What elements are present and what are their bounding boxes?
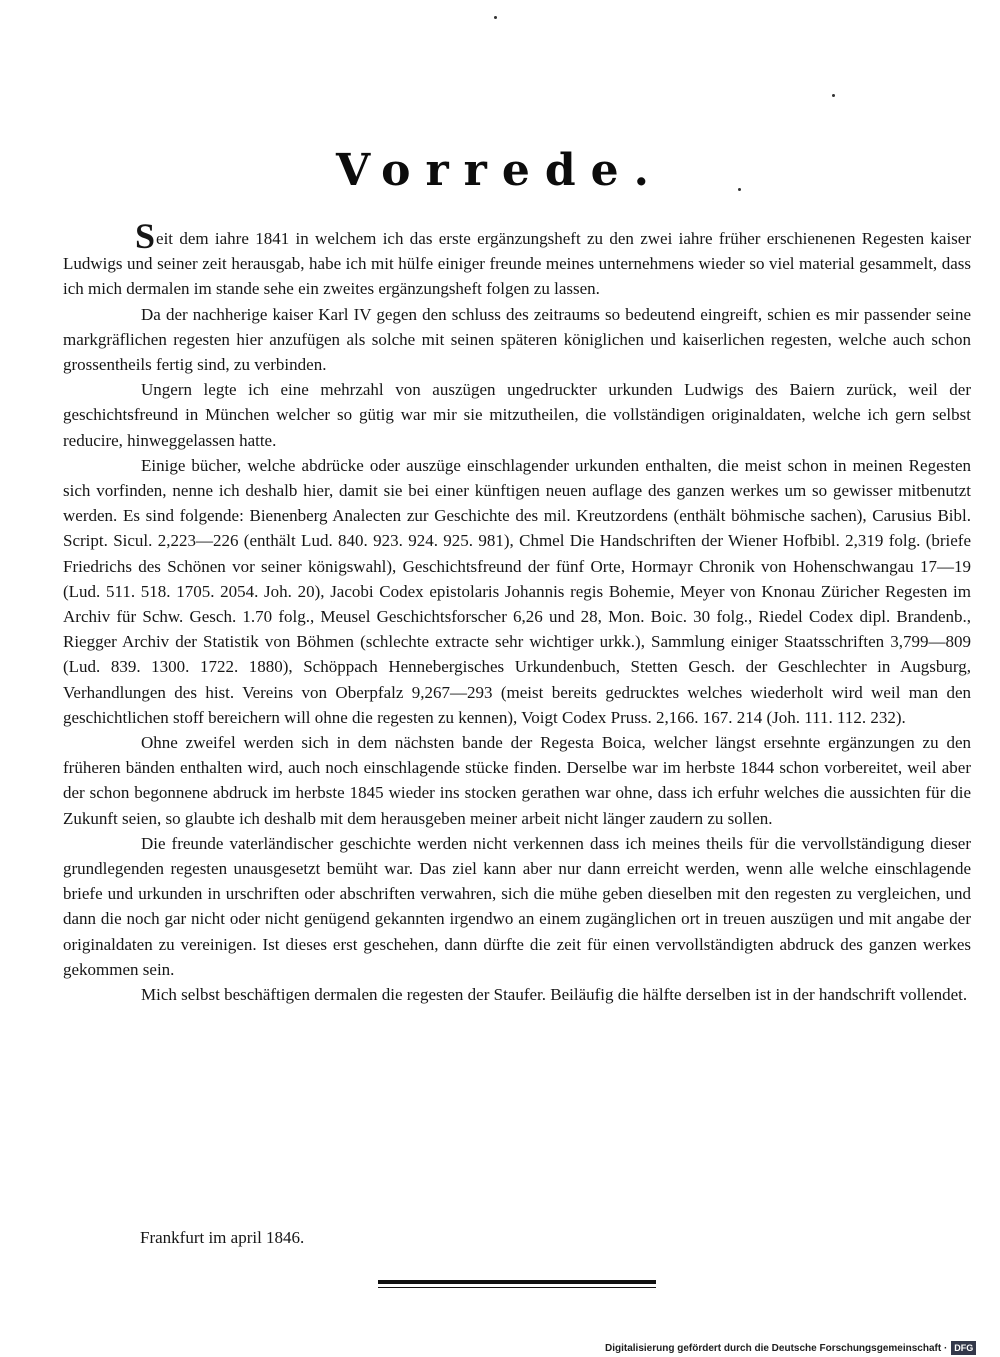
paragraph: Ohne zweifel werden sich in dem nächsten bande der Regesta Boica, welcher längst ersehnte ergänzungen zu den früheren bänden enthalten wird, auch noch einschlagende stücke finden. Derselbe war im herbste 1844 schon vorbereitet, weil aber der schon begonnene abdruck im herbste 1845 wieder ins stocken gerathen war ohne, dass ich erfuhr welches die aussichten für die Zukunft seien, so glaubte ich deshalb mit dem herausgeben meiner arbeit nicht länger zaudern zu sollen. bbox=[63, 733, 971, 828]
paragraph: Ungern legte ich eine mehrzahl von auszügen ungedruckter urkunden Ludwigs des Baiern zurück, weil der geschichtsfreund in München welcher so gütig war mir sie mitzutheilen, die vollständigen originaldaten, welche ich gern selbst reducire, hinweggelassen hatte. bbox=[63, 380, 971, 450]
page-title: Vorrede. bbox=[336, 145, 664, 196]
scan-speck bbox=[494, 16, 497, 19]
paragraph: Da der nachherige kaiser Karl IV gegen den schluss des zeitraums so bedeutend eingreift, schien es mir passender seine markgräflichen regesten hier anzufügen als solche mit seinen späteren königlichen und kaiserlichen regesten, welche auch schon grossentheils fertig sind, zu verbinden. bbox=[63, 304, 971, 375]
body-text bbox=[63, 216, 971, 1007]
paragraph: Die freunde vaterländischer geschichte werden nicht verkennen dass ich meines theils für die vervollständigung dieser grundlegenden regesten unausgesetzt bemüht war. Das ziel kann aber nur dann erreicht werden, wenn alle welche einschlagende briefe und urkunden in urschriften oder abschriften verwahren, sich die mühe geben dieselben mit den regesten zu vergleichen, und dann die noch gar nicht oder nicht genügend gekannten irgendwo an einem zugänglichen ort in treuen auszügen und mit angabe der originaldaten zu vereinigen. Ist dieses erst geschehen, dann dürfte die zeit für einen vervollständigten abdruck des ganzen werkes gekommen sein. bbox=[63, 833, 971, 979]
digitization-credit bbox=[605, 1340, 976, 1356]
closing-rule-thin bbox=[378, 1287, 656, 1288]
closing-rule bbox=[378, 1280, 656, 1284]
first-paragraph-text: eit dem iahre 1841 in welchem ich das erste ergänzungsheft zu den zwei iahre früher erschienenen Regesten kaiser Ludwigs und seiner zeit herausgab, habe ich mit hülfe einiger freunde meines unternehmens wieder so viel material gesammelt, dass ich mich dermalen im stande sehe ein zweites ergänzungsheft folgen zu lassen. bbox=[63, 229, 971, 299]
drop-cap-initial: S bbox=[135, 216, 156, 256]
digitization-credit-text: Digitalisierung gefördert durch die Deutsche Forschungsgemeinschaft · bbox=[605, 1342, 948, 1354]
paragraph: Einige bücher, welche abdrücke oder auszüge einschlagender urkunden enthalten, die meist schon in meinen Regesten sich vorfinden, nenne ich deshalb hier, damit sie bei einer künftigen neuen auflage des ganzen werkes um so gewisser mitbenutzt werden. Es sind folgende: Bienenberg Analecten zur Geschichte des mil. Kreutzordens (enthält böhmische sachen), Carusius Bibl. Script. Sicul. 2,223—226 (enthält Lud. 840. 923. 924. 925. 981), Chmel Die Handschriften der Wiener Hofbibl. 2,319 folg. (briefe Friedrichs des Schönen vor seiner königswahl), Geschichtsfreund der fünf Orte, Hormayr Chronik von Hohenschwangau 17—19 (Lud. 511. 518. 1705. 2054. Joh. 20), Jacobi Codex epistolaris Johannis regis Bohemie, Meyer von Knonau Züricher Regesten im Archiv für Schw. Gesch. 1.70 folg., Meusel Geschichtsforscher 6,26 und 28, Mon. Boic. 30 folg., Riedel Codex dipl. Brandenb., Riegger Archiv der Statistik von Böhmen (schlechte extracte sehr wichtiger urkk.), Sammlung einiger Staatsschriften 3,799—809 (Lud. 839. 1300. 1722. 1880), Schöppach Hennebergisches Urkundenbuch, Stetten Gesch. der Geschlechter in Augsburg, Verhandlungen des hist. Vereins von Oberpfalz 9,267—293 (meist bereits gedrucktes welches wiederholt wird weil man den geschichtlichen stoff bereichern will ohne die regesten zu kennen), Voigt Codex Pruss. 2,166. 167. 214 (Joh. 111. 112. 232). bbox=[63, 455, 971, 727]
scan-speck bbox=[832, 94, 835, 97]
dfg-logo: DFG bbox=[951, 1341, 976, 1355]
paragraph bbox=[63, 216, 971, 302]
signature-line: Frankfurt im april 1846. bbox=[140, 1228, 305, 1247]
paragraph: Mich selbst beschäftigen dermalen die regesten der Staufer. Beiläufig die hälfte derselben ist in der handschrift vollendet. bbox=[141, 985, 968, 1005]
